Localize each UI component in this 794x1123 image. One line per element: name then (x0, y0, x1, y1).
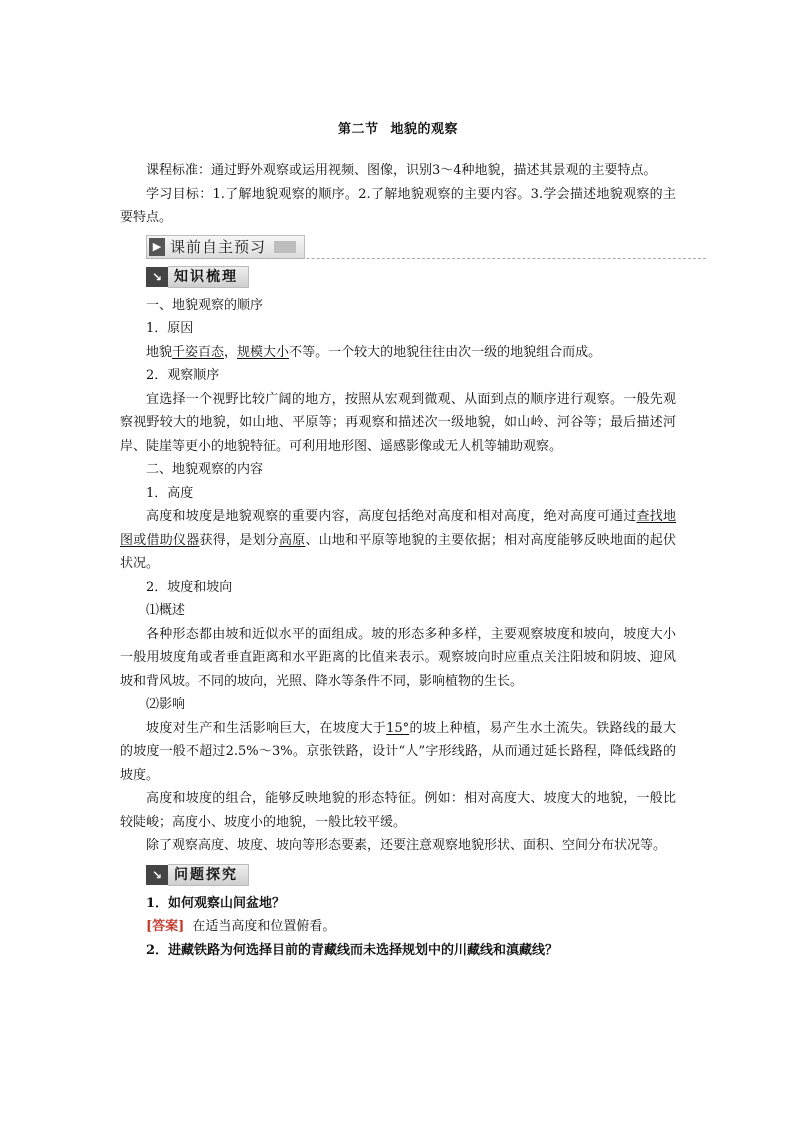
text-span: 的坡上种植，易产生水土流失。铁路线的最大的坡度一般不超过2.5%～3%。京张铁路，设计“人”字形线路，从而通过延长路程，降低线路的坡度。 (120, 720, 676, 783)
paragraph-height (120, 505, 676, 576)
text-span: 获得，是划分 (199, 532, 279, 548)
text-span: 、山地和平原等地貌的主要依据；相对高度能够反映地面的起伏状况。 (120, 532, 676, 571)
underlined-answer: 规模大小 (237, 344, 290, 360)
heading-overview: ⑴概述 (146, 603, 186, 618)
heading-order: 2．观察顺序 (146, 368, 220, 383)
text-span: 地貌 (146, 344, 173, 360)
answer-1 (120, 915, 676, 939)
title-section-number: 第二节 (337, 122, 379, 137)
heading-reason: 1．原因 (146, 321, 194, 336)
knowledge-tag-label: 知识梳理 (168, 266, 249, 288)
heading-influence: ⑵影响 (146, 697, 186, 712)
course-standard (120, 159, 676, 183)
paragraph-influence (120, 717, 676, 788)
underlined-answer: 千姿百态 (172, 344, 225, 360)
heading-observation-content: 二、地貌观察的内容 (146, 462, 264, 477)
course-standard-text: 通过野外观察或运用视频、图像，识别3～4种地貌，描述其景观的主要特点。 (211, 163, 657, 178)
underlined-answer: 查找地图或借助仪器 (120, 509, 676, 548)
underlined-answer: 15° (386, 720, 410, 736)
learning-goals-label: 学习目标： (146, 186, 213, 202)
text-span: 高度和坡度是地貌观察的重要内容，高度包括绝对高度和相对高度，绝对高度可通过 (146, 509, 637, 524)
document-body (120, 118, 676, 962)
play-arrow-icon: ▶ (149, 238, 165, 256)
knowledge-tag (146, 266, 676, 288)
text-span: ， (224, 344, 238, 360)
text-span: 不等。一个较大的地貌往往由次一级的地貌组合而成。 (289, 344, 602, 360)
arrow-right-icon: ↘ (146, 865, 168, 885)
inquiry-tag-label: 问题探究 (168, 864, 249, 886)
arrow-right-icon: ↘ (146, 267, 168, 287)
banner-label: 课前自主预习 (170, 238, 267, 256)
heading-height: 1．高度 (146, 485, 194, 501)
heading-observation-order: 一、地貌观察的顺序 (146, 297, 264, 313)
paragraph-combination: 高度和坡度的组合，能够反映地貌的形态特征。例如：相对高度大、坡度大的地貌，一般比较陡峻；高度小、坡度小的地貌，一般比较平缓。 (120, 791, 676, 830)
paragraph-reason (120, 341, 676, 365)
learning-goals-text: 1.了解地貌观察的顺序。2.了解地貌观察的主要内容。3.学会描述地貌观察的主要特点。 (120, 186, 676, 225)
answer-text: 在适当高度和位置俯看。 (192, 919, 336, 934)
learning-goals (120, 183, 676, 230)
page-title (120, 118, 676, 137)
answer-label: [答案] (146, 919, 185, 934)
paragraph-other-elements: 除了观察高度、坡度、坡向等形态要素，还要注意观察地貌形状、面积、空间分布状况等。 (146, 838, 667, 853)
question-1: 1．如何观察山间盆地？ (146, 895, 286, 911)
paragraph-order: 宜选择一个视野比较广阔的地方，按照从宏观到微观、从面到点的顺序进行观察。一般先观察视野较大的地貌，如山地、平原等；再观察和描述次一级地貌，如山岭、河谷等；最后描述河岸、陡崖等更小的地貌特征。可利用地形图、遥感影像或无人机等辅助观察。 (120, 391, 676, 454)
banner-decoration (274, 241, 296, 253)
heading-slope: 2．坡度和坡向 (146, 579, 233, 595)
question-2: 2．进藏铁路为何选择目前的青藏线而未选择规划中的川藏线和滇藏线？ (146, 942, 559, 958)
course-standard-label: 课程标准： (146, 163, 212, 178)
text-span: 坡度对生产和生活影响巨大，在坡度大于 (146, 720, 387, 736)
inquiry-tag (146, 864, 676, 886)
section-banner (146, 234, 676, 260)
paragraph-overview: 各种形态都由坡和近似水平的面组成。坡的形态多种多样，主要观察坡度和坡向，坡度大小一般用坡度角或者垂直距离和水平距离的比值来表示。观察坡向时应重点关注阳坡和阴坡、迎风坡和背风坡。不同的坡向，光照、降水等条件不同，影响植物的生长。 (120, 626, 676, 689)
banner-divider (146, 258, 706, 259)
title-section-name: 地貌的观察 (390, 122, 459, 137)
underlined-answer: 高原 (278, 532, 306, 548)
